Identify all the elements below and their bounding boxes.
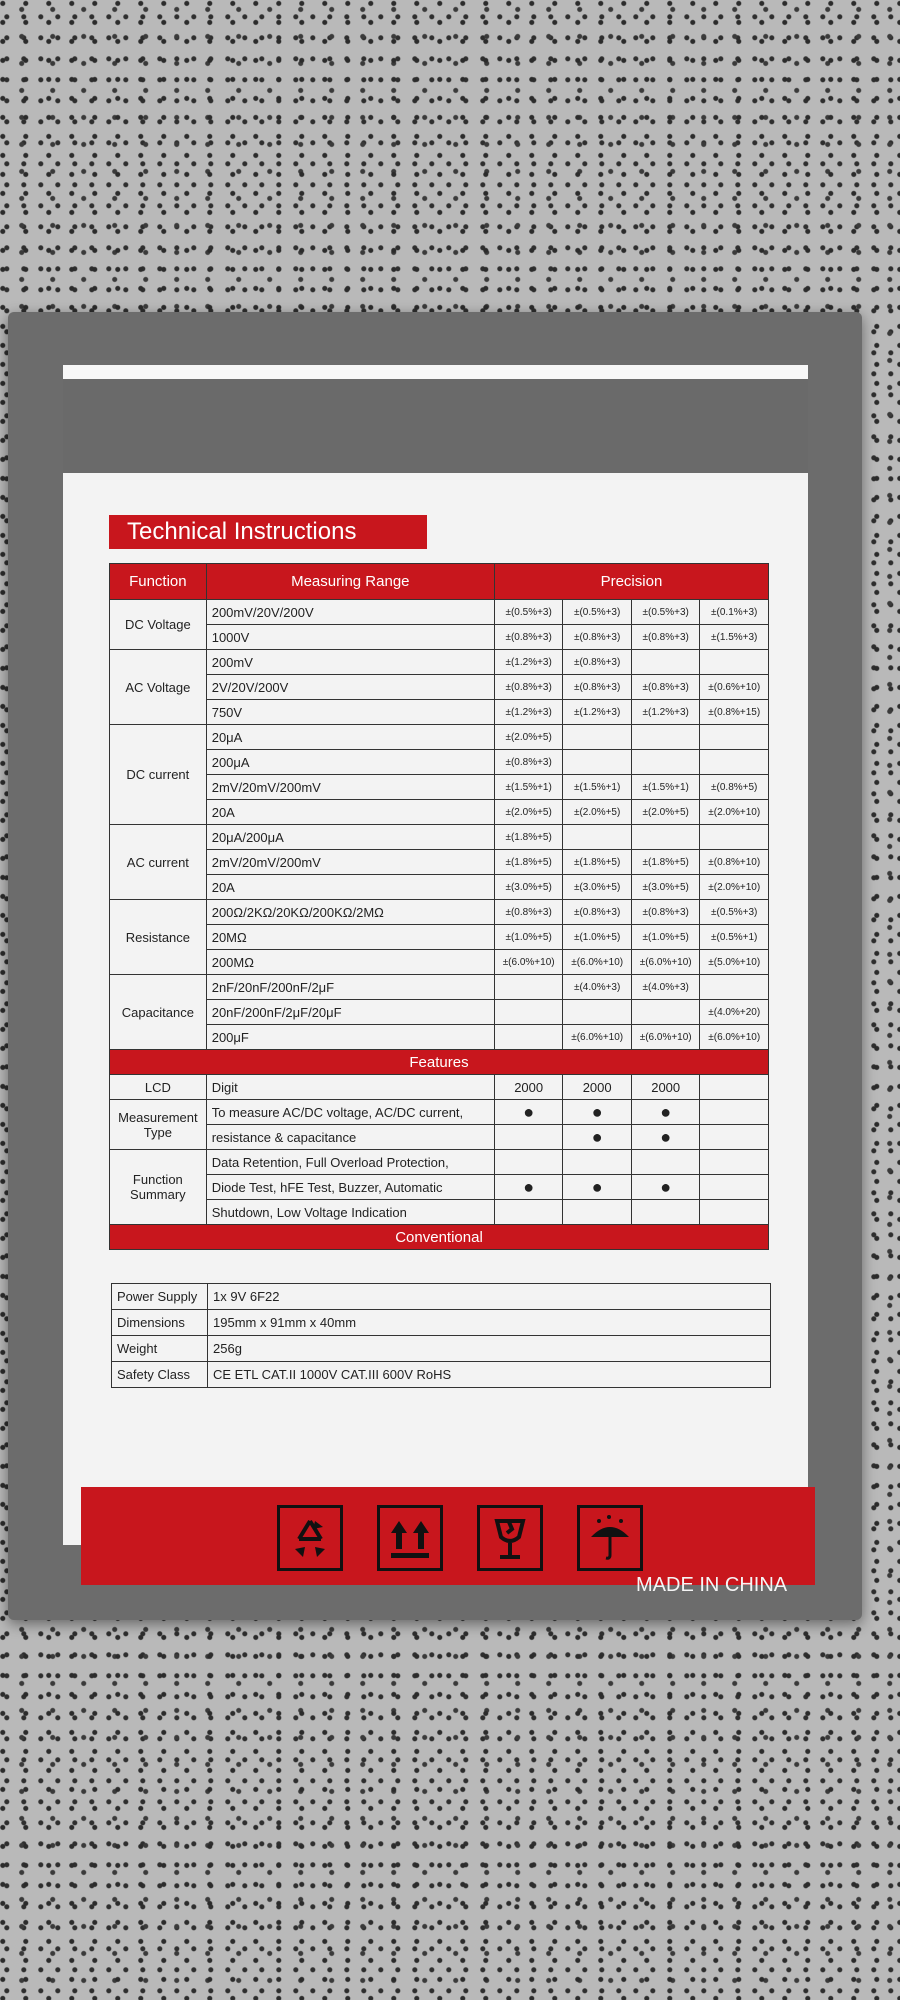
precision-value: ±(0.5%+3) xyxy=(700,900,769,925)
function-name: DC Voltage xyxy=(110,600,207,650)
precision-value xyxy=(700,975,769,1000)
conventional-heading: Conventional xyxy=(110,1225,769,1250)
precision-value xyxy=(631,1000,700,1025)
function-name: Resistance xyxy=(110,900,207,975)
precision-value xyxy=(631,750,700,775)
spec-row xyxy=(110,1000,769,1025)
function-line: Shutdown, Low Voltage Indication xyxy=(206,1200,494,1225)
precision-value: ±(0.5%+3) xyxy=(631,600,700,625)
precision-value: ±(0.1%+3) xyxy=(700,600,769,625)
spec-row xyxy=(110,700,769,725)
digit-value-empty xyxy=(700,1075,769,1100)
precision-value xyxy=(700,650,769,675)
precision-value: ±(0.8%+5) xyxy=(700,775,769,800)
feature-dot: ● xyxy=(563,1125,632,1150)
function-name: Capacitance xyxy=(110,975,207,1050)
feature-empty xyxy=(700,1150,769,1175)
feature-dot: ● xyxy=(563,1175,632,1200)
function-line: Diode Test, hFE Test, Buzzer, Automatic xyxy=(206,1175,494,1200)
function-name: DC current xyxy=(110,725,207,825)
measuring-range: 2V/20V/200V xyxy=(206,675,494,700)
spec-row xyxy=(110,900,769,925)
precision-value: ±(6.0%+10) xyxy=(631,950,700,975)
precision-value xyxy=(563,750,632,775)
measuring-range: 1000V xyxy=(206,625,494,650)
measuring-range: 200mV xyxy=(206,650,494,675)
precision-value: ±(0.8%+3) xyxy=(563,900,632,925)
measuring-range: 20μA xyxy=(206,725,494,750)
precision-value: ±(2.0%+5) xyxy=(631,800,700,825)
precision-value: ±(0.8%+15) xyxy=(700,700,769,725)
precision-value: ±(1.5%+3) xyxy=(700,625,769,650)
function-row xyxy=(110,1175,769,1200)
feature-dot: ● xyxy=(494,1100,563,1125)
spec-panel xyxy=(63,365,808,1545)
precision-value xyxy=(631,825,700,850)
precision-value: ±(1.8%+5) xyxy=(494,825,563,850)
lcd-row xyxy=(110,1075,769,1100)
feature-empty xyxy=(631,1200,700,1225)
spec-title: Technical Instructions xyxy=(109,515,427,549)
precision-value: ±(0.5%+3) xyxy=(494,600,563,625)
measuring-range: 20A xyxy=(206,800,494,825)
conv-label: Dimensions xyxy=(112,1310,208,1336)
feature-dot: ● xyxy=(494,1175,563,1200)
measurement-label: Measurement Type xyxy=(110,1100,207,1150)
precision-value: ±(0.8%+3) xyxy=(631,625,700,650)
measuring-range: 200Ω/2KΩ/20KΩ/200KΩ/2MΩ xyxy=(206,900,494,925)
precision-value: ±(6.0%+10) xyxy=(700,1025,769,1050)
feature-empty xyxy=(563,1150,632,1175)
header-precision: Precision xyxy=(494,564,768,600)
measurement-line: To measure AC/DC voltage, AC/DC current, xyxy=(206,1100,494,1125)
precision-value: ±(1.2%+3) xyxy=(631,700,700,725)
feature-dot: ● xyxy=(631,1175,700,1200)
conv-value: 256g xyxy=(208,1336,771,1362)
conventional-row xyxy=(112,1310,771,1336)
precision-value xyxy=(494,975,563,1000)
feature-empty xyxy=(494,1200,563,1225)
precision-value xyxy=(700,825,769,850)
precision-value xyxy=(563,825,632,850)
precision-value: ±(6.0%+10) xyxy=(494,950,563,975)
precision-value: ±(0.8%+3) xyxy=(494,625,563,650)
digit-label: Digit xyxy=(206,1075,494,1100)
digit-value: 2000 xyxy=(494,1075,563,1100)
precision-value: ±(4.0%+20) xyxy=(700,1000,769,1025)
spec-row xyxy=(110,1025,769,1050)
spec-row xyxy=(110,725,769,750)
precision-value xyxy=(563,725,632,750)
product-box xyxy=(8,312,862,1620)
spec-table xyxy=(109,563,769,1250)
feature-empty xyxy=(700,1175,769,1200)
feature-empty xyxy=(700,1125,769,1150)
digit-value: 2000 xyxy=(631,1075,700,1100)
precision-value: ±(0.8%+3) xyxy=(563,650,632,675)
spec-row xyxy=(110,650,769,675)
precision-value xyxy=(631,725,700,750)
precision-value xyxy=(700,725,769,750)
precision-value xyxy=(700,750,769,775)
precision-value: ±(1.2%+3) xyxy=(563,700,632,725)
precision-value: ±(0.6%+10) xyxy=(700,675,769,700)
measuring-range: 2mV/20mV/200mV xyxy=(206,775,494,800)
precision-value xyxy=(563,1000,632,1025)
precision-value xyxy=(494,1000,563,1025)
conventional-row xyxy=(112,1284,771,1310)
digit-value: 2000 xyxy=(563,1075,632,1100)
precision-value: ±(3.0%+5) xyxy=(494,875,563,900)
measurement-row xyxy=(110,1125,769,1150)
feature-dot: ● xyxy=(563,1100,632,1125)
measuring-range: 2mV/20mV/200mV xyxy=(206,850,494,875)
precision-value xyxy=(631,650,700,675)
precision-value: ±(1.2%+3) xyxy=(494,650,563,675)
header-range: Measuring Range xyxy=(206,564,494,600)
symbol-bar xyxy=(81,1487,815,1585)
feature-dot: ● xyxy=(631,1125,700,1150)
spec-header-row xyxy=(110,564,769,600)
spec-row xyxy=(110,825,769,850)
measuring-range: 750V xyxy=(206,700,494,725)
conventional-table xyxy=(111,1283,771,1388)
features-heading: Features xyxy=(110,1050,769,1075)
measuring-range: 20MΩ xyxy=(206,925,494,950)
feature-empty xyxy=(700,1200,769,1225)
precision-value: ±(3.0%+5) xyxy=(563,875,632,900)
precision-value: ±(0.8%+3) xyxy=(563,625,632,650)
precision-value: ±(0.5%+3) xyxy=(563,600,632,625)
spec-row xyxy=(110,875,769,900)
spec-row xyxy=(110,600,769,625)
precision-value: ±(5.0%+10) xyxy=(700,950,769,975)
measuring-range: 20μA/200μA xyxy=(206,825,494,850)
precision-value: ±(1.8%+5) xyxy=(563,850,632,875)
function-row xyxy=(110,1150,769,1175)
precision-value: ±(6.0%+10) xyxy=(563,1025,632,1050)
function-row xyxy=(110,1200,769,1225)
measuring-range: 20A xyxy=(206,875,494,900)
conventional-row xyxy=(112,1362,771,1388)
precision-value: ±(2.0%+10) xyxy=(700,875,769,900)
measuring-range: 200μF xyxy=(206,1025,494,1050)
precision-value: ±(1.0%+5) xyxy=(631,925,700,950)
function-name: AC current xyxy=(110,825,207,900)
function-label: Function Summary xyxy=(110,1150,207,1225)
precision-value: ±(1.5%+1) xyxy=(631,775,700,800)
measuring-range: 200MΩ xyxy=(206,950,494,975)
feature-empty xyxy=(700,1100,769,1125)
precision-value: ±(0.8%+3) xyxy=(494,675,563,700)
conv-label: Weight xyxy=(112,1336,208,1362)
spec-row xyxy=(110,850,769,875)
feature-empty xyxy=(494,1150,563,1175)
feature-empty xyxy=(631,1150,700,1175)
conventional-row xyxy=(112,1336,771,1362)
this-way-up-icon xyxy=(377,1505,443,1571)
spec-row xyxy=(110,750,769,775)
precision-value: ±(1.8%+5) xyxy=(631,850,700,875)
precision-value: ±(0.8%+3) xyxy=(631,900,700,925)
function-line: Data Retention, Full Overload Protection, xyxy=(206,1150,494,1175)
precision-value: ±(2.0%+5) xyxy=(494,725,563,750)
precision-value: ±(1.0%+5) xyxy=(494,925,563,950)
spec-row xyxy=(110,625,769,650)
precision-value: ±(0.5%+1) xyxy=(700,925,769,950)
recycle-icon xyxy=(277,1505,343,1571)
conv-value: 195mm x 91mm x 40mm xyxy=(208,1310,771,1336)
conv-value: 1x 9V 6F22 xyxy=(208,1284,771,1310)
spec-row xyxy=(110,925,769,950)
header-function: Function xyxy=(110,564,207,600)
function-name: AC Voltage xyxy=(110,650,207,725)
measurement-row xyxy=(110,1100,769,1125)
lcd-label: LCD xyxy=(110,1075,207,1100)
feature-empty xyxy=(563,1200,632,1225)
precision-value: ±(6.0%+10) xyxy=(631,1025,700,1050)
feature-empty xyxy=(494,1125,563,1150)
precision-value: ±(6.0%+10) xyxy=(563,950,632,975)
top-band xyxy=(63,379,808,473)
precision-value: ±(4.0%+3) xyxy=(563,975,632,1000)
precision-value: ±(1.8%+5) xyxy=(494,850,563,875)
measurement-line: resistance & capacitance xyxy=(206,1125,494,1150)
precision-value: ±(2.0%+10) xyxy=(700,800,769,825)
feature-dot: ● xyxy=(631,1100,700,1125)
keep-dry-icon xyxy=(577,1505,643,1571)
precision-value: ±(1.5%+1) xyxy=(563,775,632,800)
precision-value: ±(1.0%+5) xyxy=(563,925,632,950)
measuring-range: 20nF/200nF/2μF/20μF xyxy=(206,1000,494,1025)
made-in-label: MADE IN CHINA xyxy=(636,1574,788,1596)
precision-value: ±(1.2%+3) xyxy=(494,700,563,725)
spec-row xyxy=(110,975,769,1000)
precision-value: ±(0.8%+3) xyxy=(631,675,700,700)
precision-value: ±(0.8%+10) xyxy=(700,850,769,875)
precision-value: ±(0.8%+3) xyxy=(563,675,632,700)
precision-value: ±(4.0%+3) xyxy=(631,975,700,1000)
precision-value: ±(0.8%+3) xyxy=(494,900,563,925)
conv-label: Safety Class xyxy=(112,1362,208,1388)
measuring-range: 200mV/20V/200V xyxy=(206,600,494,625)
precision-value xyxy=(494,1025,563,1050)
spec-row xyxy=(110,950,769,975)
precision-value: ±(2.0%+5) xyxy=(563,800,632,825)
fragile-icon xyxy=(477,1505,543,1571)
conv-label: Power Supply xyxy=(112,1284,208,1310)
measuring-range: 2nF/20nF/200nF/2μF xyxy=(206,975,494,1000)
spec-row xyxy=(110,775,769,800)
top-stripe xyxy=(63,365,808,379)
spec-row xyxy=(110,675,769,700)
precision-value: ±(2.0%+5) xyxy=(494,800,563,825)
spec-row xyxy=(110,800,769,825)
precision-value: ±(3.0%+5) xyxy=(631,875,700,900)
conv-value: CE ETL CAT.II 1000V CAT.III 600V RoHS xyxy=(208,1362,771,1388)
measuring-range: 200μA xyxy=(206,750,494,775)
precision-value: ±(1.5%+1) xyxy=(494,775,563,800)
precision-value: ±(0.8%+3) xyxy=(494,750,563,775)
